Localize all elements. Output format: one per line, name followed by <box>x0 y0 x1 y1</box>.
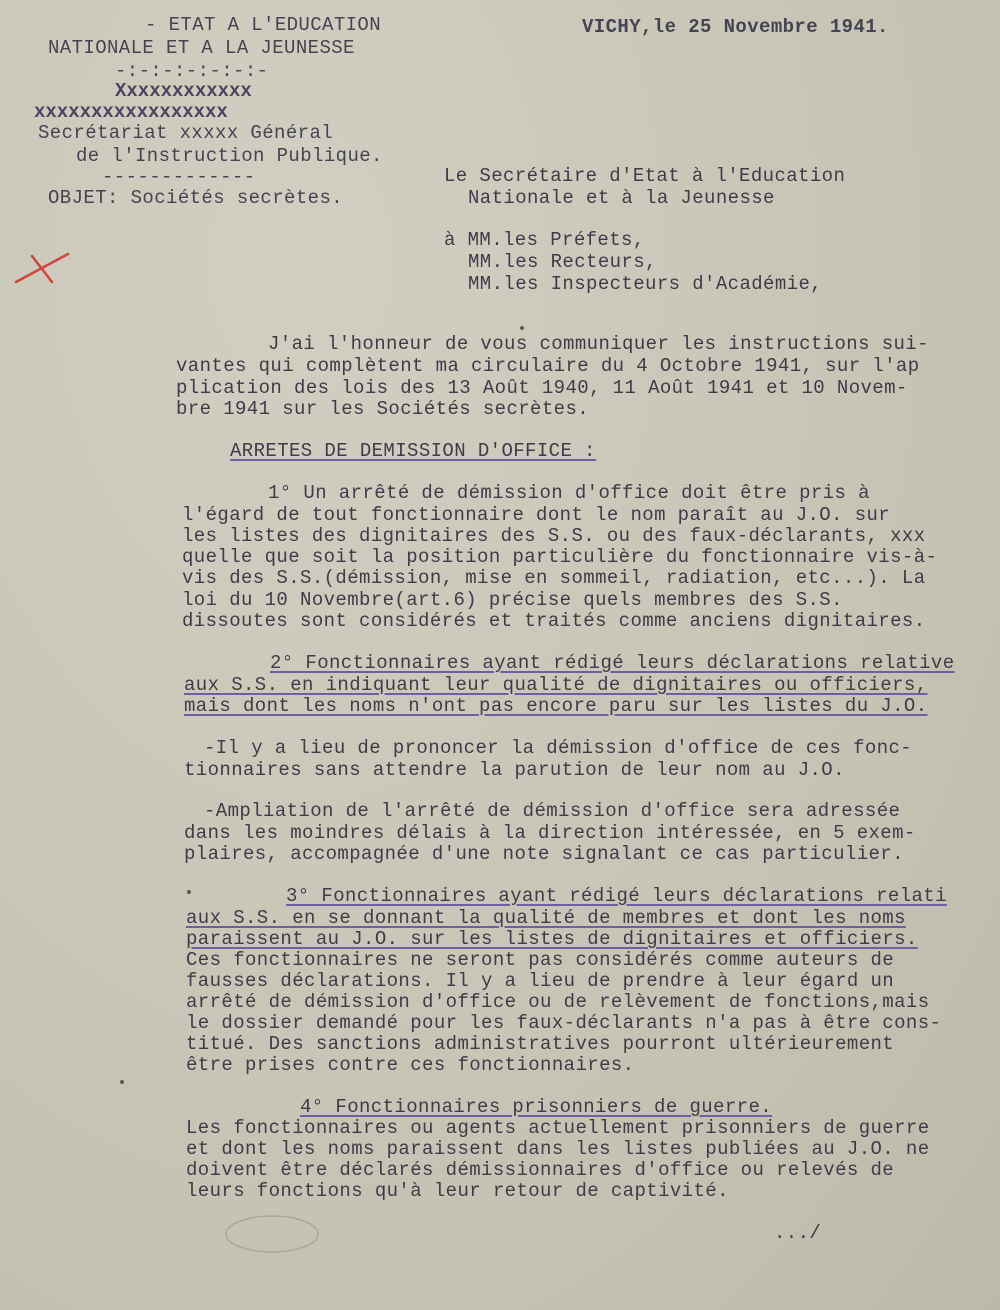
point4-body-line: et dont les noms paraissent dans les listes publiées au J.O. ne <box>186 1138 930 1160</box>
secretariat-line-1: Secrétariat xxxxx Général <box>38 122 334 144</box>
ministry-line-2: NATIONALE ET A LA JEUNESSE <box>48 37 355 59</box>
point1-line: loi du 10 Novembre(art.6) précise quels membres des S.S. <box>182 589 843 611</box>
faint-stamp-mark <box>222 1212 322 1256</box>
point2-heading-line: aux S.S. en indiquant leur qualité de dignitaires ou officiers, <box>184 674 928 696</box>
point3-heading-line: paraissent au J.O. sur les listes de dignitaires et officiers. <box>186 928 918 950</box>
point3-heading-line: 3° Fonctionnaires ayant rédigé leurs déclarations relati <box>286 885 947 907</box>
point3-body-line: être prises contre ces fonctionnaires. <box>186 1054 635 1076</box>
paper-speck <box>187 890 191 894</box>
point4-title <box>300 1096 772 1118</box>
point3-body-line: Ces fonctionnaires ne seront pas considérés comme auteurs de <box>186 949 895 971</box>
ministry-line-1: - ETAT A L'EDUCATION <box>145 14 382 36</box>
struck-out-line: xxxxxxxxxxxxxxxxx <box>34 101 228 123</box>
recipient-line: MM.les Inspecteurs d'Académie, <box>468 273 823 295</box>
header-separator: -:-:-:-:-:-:- <box>115 60 269 82</box>
header-separator: ------------- <box>102 166 256 188</box>
paper-speck <box>520 326 524 330</box>
continuation-mark: .../ <box>774 1222 822 1244</box>
recipient-line: à MM.les Préfets, <box>444 229 645 251</box>
paper-speck <box>120 1080 124 1084</box>
point4-title-text: 4° Fonctionnaires prisonniers de guerre. <box>300 1096 773 1118</box>
point3-body-line: fausses déclarations. Il y a lieu de prendre à leur égard un <box>186 970 895 992</box>
point2-paragraph-line: tionnaires sans attendre la parution de leur nom au J.O. <box>184 759 845 781</box>
intro-line: J'ai l'honneur de vous communiquer les instructions sui- <box>268 333 929 355</box>
secretariat-line-2: de l'Instruction Publique. <box>76 145 383 167</box>
sender-line-1: Le Secrétaire d'Etat à l'Education <box>444 165 846 187</box>
point1-line: quelle que soit la position particulière du fonctionnaire vis-à- <box>182 546 938 568</box>
point2-paragraph-line: -Ampliation de l'arrêté de démission d'office sera adressée <box>204 800 901 822</box>
point2-paragraph-line: dans les moindres délais à la direction intéressée, en 5 exem- <box>184 822 916 844</box>
red-cross-mark <box>12 248 72 288</box>
point1-line: 1° Un arrêté de démission d'office doit être pris à <box>268 482 870 504</box>
object-line: OBJET: Sociétés secrètes. <box>48 187 344 209</box>
point2-heading-line: 2° Fonctionnaires ayant rédigé leurs déclarations relative <box>270 652 955 674</box>
point1-line: les listes des dignitaires des S.S. ou des faux-déclarants, xxx <box>182 525 926 547</box>
place-date: VICHY,le 25 Novembre 1941. <box>582 16 889 38</box>
recipient-line: MM.les Recteurs, <box>468 251 657 273</box>
point1-line: vis des S.S.(démission, mise en sommeil, radiation, etc...). La <box>182 567 926 589</box>
point4-body-line: leurs fonctions qu'à leur retour de captivité. <box>186 1180 729 1202</box>
point4-body-line: doivent être déclarés démissionnaires d'office ou relevés de <box>186 1159 895 1181</box>
sender-line-2: Nationale et à la Jeunesse <box>468 187 775 209</box>
point3-body-line: arrêté de démission d'office ou de relèvement de fonctions,mais <box>186 991 930 1013</box>
intro-line: vantes qui complètent ma circulaire du 4 Octobre 1941, sur l'ap <box>176 355 920 377</box>
point3-body-line: titué. Des sanctions administratives pourront ultérieurement <box>186 1033 895 1055</box>
point2-paragraph-line: plaires, accompagnée d'une note signalant ce cas particulier. <box>184 843 904 865</box>
intro-line: bre 1941 sur les Sociétés secrètes. <box>176 398 590 420</box>
intro-line: plication des lois des 13 Août 1940, 11 Août 1941 et 10 Novem- <box>176 377 908 399</box>
struck-out-line: Xxxxxxxxxxxx <box>115 80 252 102</box>
point4-body-line: Les fonctionnaires ou agents actuellement prisonniers de guerre <box>186 1117 930 1139</box>
point2-paragraph-line: -Il y a lieu de prononcer la démission d'office de ces fonc- <box>204 737 913 759</box>
point1-line: l'égard de tout fonctionnaire dont le nom paraît au J.O. sur <box>182 504 891 526</box>
point3-heading-line: aux S.S. en se donnant la qualité de membres et dont les noms <box>186 907 906 929</box>
point1-line: dissoutes sont considérés et traités comme anciens dignitaires. <box>182 610 926 632</box>
point3-body-line: le dossier demandé pour les faux-déclarants n'a pas à être cons- <box>186 1012 942 1034</box>
section-title: ARRETES DE DEMISSION D'OFFICE : <box>230 440 596 462</box>
point2-heading-line: mais dont les noms n'ont pas encore paru sur les listes du J.O. <box>184 695 928 717</box>
